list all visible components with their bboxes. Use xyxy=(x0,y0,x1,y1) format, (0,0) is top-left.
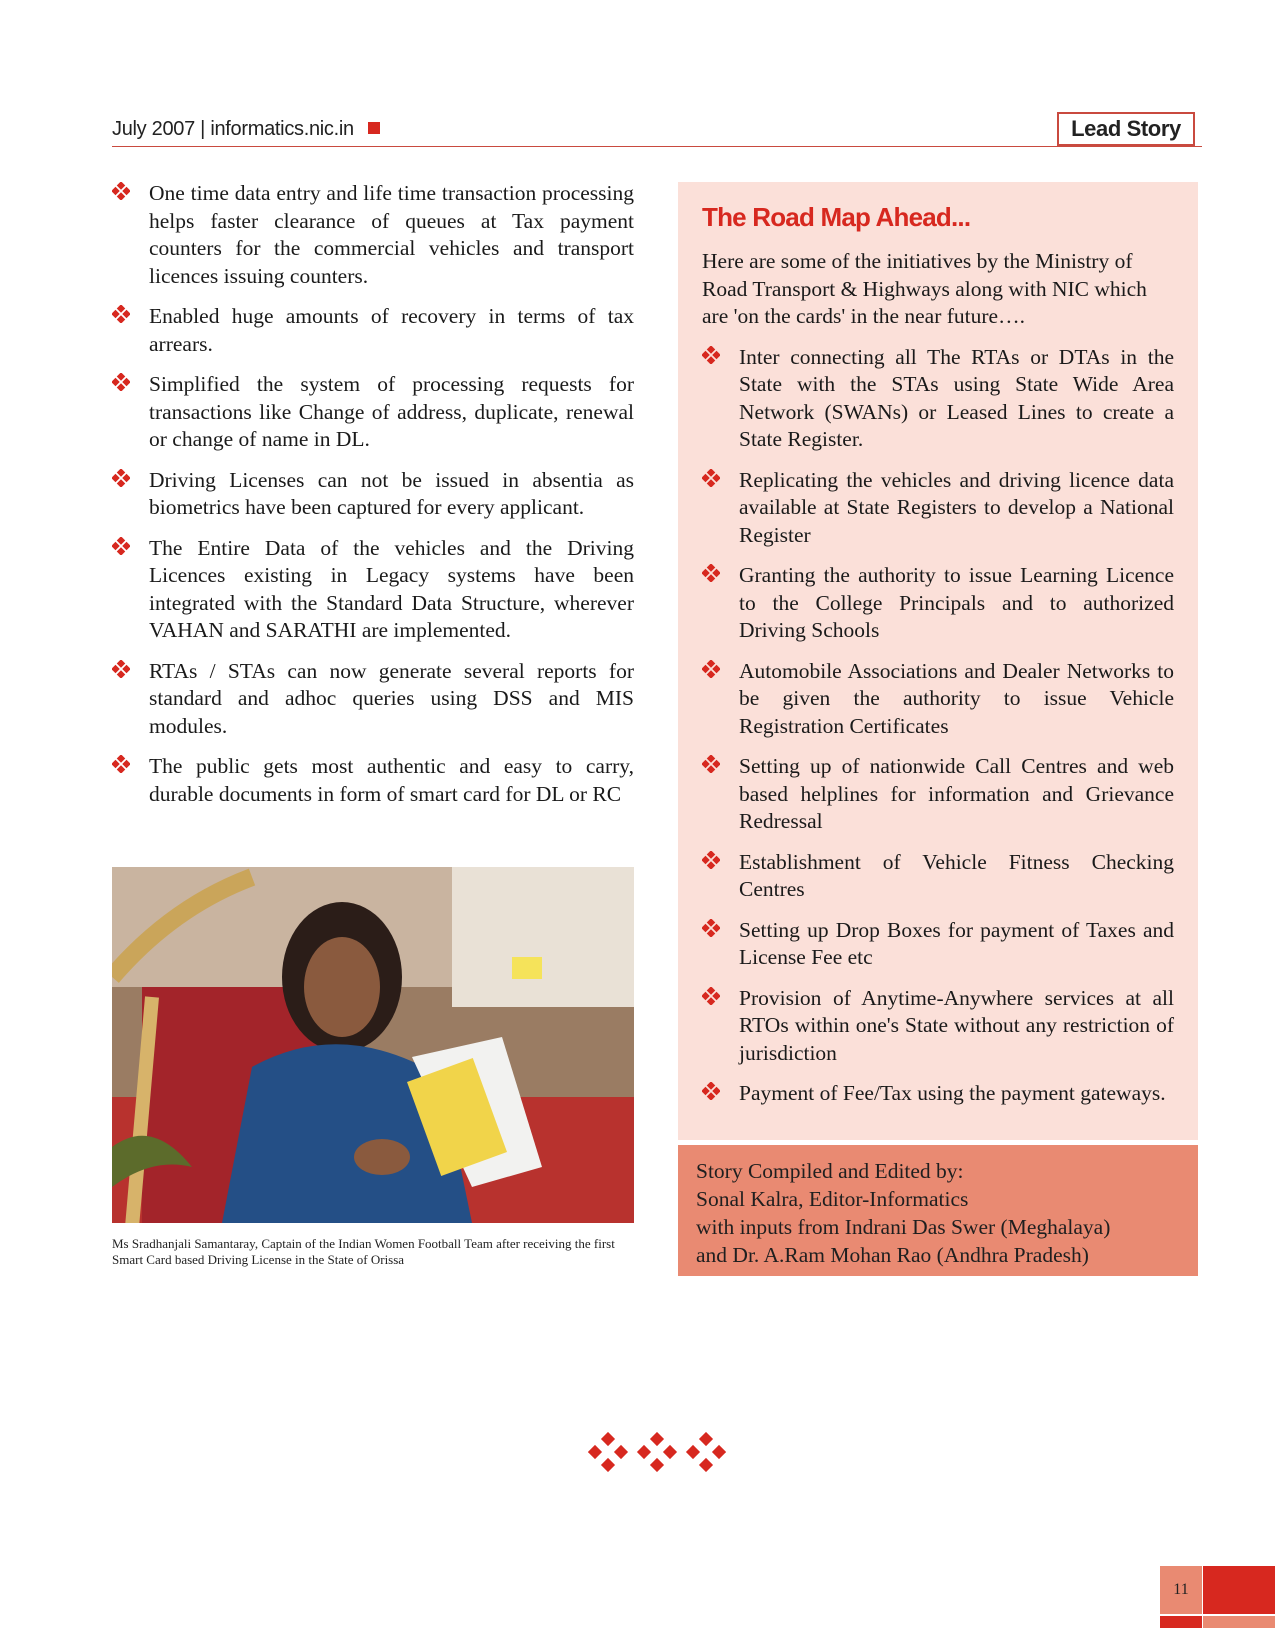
list-item-text: RTAs / STAs can now generate several reports for standard and adhoc queries using DSS and MIS modules. xyxy=(149,658,634,738)
diamond-bullet-icon xyxy=(702,660,720,678)
list-item-text: Inter connecting all The RTAs or DTAs in the State with the STAs using State Wide Area Network (SWANs) or Leased Lines to create a State Register. xyxy=(739,344,1174,451)
diamond-bullet-icon xyxy=(112,305,130,323)
list-item-text: The public gets most authentic and easy to carry, durable documents in form of smart card for DL or RC xyxy=(149,754,634,806)
list-item-text: Setting up Drop Boxes for payment of Taxes and License Fee etc xyxy=(739,917,1174,969)
list-item-text: Granting the authority to issue Learning Licence to the College Principals and to authorized Driving Schools xyxy=(739,563,1174,642)
list-item-text: Simplified the system of processing requests for transactions like Change of address, duplicate, renewal or change of name in DL. xyxy=(149,372,634,451)
header-issue-text: July 2007 | informatics.nic.in xyxy=(112,118,354,140)
diamond-bullet-icon xyxy=(112,755,130,773)
list-item-text: Establishment of Vehicle Fitness Checking Centres xyxy=(739,849,1174,901)
list-item xyxy=(702,849,1174,904)
left-column xyxy=(112,180,634,821)
list-item-text: Payment of Fee/Tax using the payment gateways. xyxy=(739,1081,1166,1105)
header-square-icon xyxy=(368,122,380,134)
list-item-text: Setting up of nationwide Call Centres and web based helplines for information and Grievance Redressal xyxy=(739,754,1174,833)
credits-line: and Dr. A.Ram Mohan Rao (Andhra Pradesh) xyxy=(696,1243,1089,1267)
benefits-list xyxy=(112,180,634,808)
list-item-text: Automobile Associations and Dealer Networks to be given the authority to issue Vehicle Registration Certificates xyxy=(739,658,1174,738)
list-item xyxy=(112,535,634,645)
diamond-bullet-icon xyxy=(702,469,720,487)
credits-line: Story Compiled and Edited by: xyxy=(696,1159,964,1183)
diamond-bullet-icon xyxy=(702,564,720,582)
diamond-bullet-icon xyxy=(702,919,720,937)
list-item xyxy=(702,658,1174,741)
header-issue xyxy=(112,118,380,141)
diamond-bullet-icon xyxy=(112,537,130,555)
diamond-bullet-icon xyxy=(112,373,130,391)
list-item xyxy=(702,344,1174,454)
header-rule xyxy=(112,146,1202,147)
story-credits xyxy=(678,1145,1198,1276)
page-number-strip xyxy=(1160,1616,1202,1628)
diamond-bullet-icon xyxy=(112,182,130,200)
diamond-bullet-icon xyxy=(112,660,130,678)
list-item-text: Provision of Anytime-Anywhere services at all RTOs within one's State without any restriction of jurisdiction xyxy=(739,985,1174,1065)
list-item-text: Driving Licenses can not be issued in absentia as biometrics have been captured for every applicant. xyxy=(149,467,634,519)
list-item-text: Enabled huge amounts of recovery in terms of tax arrears. xyxy=(149,304,634,356)
roadmap-list xyxy=(702,344,1174,1108)
list-item xyxy=(112,303,634,358)
credits-line: with inputs from Indrani Das Swer (Meghalaya) xyxy=(696,1215,1111,1239)
roadmap-intro: Here are some of the initiatives by the Ministry of Road Transport & Highways along with NIC which are 'on the cards' in the near future…. xyxy=(702,249,1147,328)
diamond-bullet-icon xyxy=(702,851,720,869)
list-item xyxy=(112,371,634,454)
credits-line: Sonal Kalra, Editor-Informatics xyxy=(696,1187,969,1211)
list-item-text: One time data entry and life time transaction processing helps faster clearance of queues at Tax payment counters for the commercial vehicles and transport licences issuing counters. xyxy=(149,181,634,288)
section-badge: Lead Story xyxy=(1057,112,1195,146)
list-item xyxy=(702,467,1174,550)
diamond-bullet-icon xyxy=(702,987,720,1005)
page-number-block xyxy=(1203,1566,1275,1614)
list-item xyxy=(702,985,1174,1068)
page-number: 11 xyxy=(1160,1566,1202,1614)
list-item xyxy=(702,1080,1174,1108)
diamond-bullet-icon xyxy=(702,346,720,364)
list-item-text: Replicating the vehicles and driving licence data available at State Registers to develop a National Register xyxy=(739,467,1174,547)
list-item xyxy=(112,467,634,522)
list-item-text: The Entire Data of the vehicles and the Driving Licences existing in Legacy systems have been integrated with the Standard Data Structure, wherever VAHAN and SARATHI are implemented. xyxy=(149,535,634,642)
list-item xyxy=(702,753,1174,836)
page-number-strip xyxy=(1203,1616,1275,1628)
roadmap-box xyxy=(678,182,1198,1140)
diamond-bullet-icon xyxy=(702,1082,720,1100)
end-ornament-icon xyxy=(588,1432,726,1472)
list-item xyxy=(112,180,634,290)
diamond-bullet-icon xyxy=(112,469,130,487)
news-photo xyxy=(112,867,634,1223)
roadmap-title: The Road Map Ahead... xyxy=(702,202,971,232)
list-item xyxy=(112,753,634,808)
diamond-bullet-icon xyxy=(702,755,720,773)
list-item xyxy=(702,562,1174,645)
list-item xyxy=(702,917,1174,972)
photo-caption: Ms Sradhanjali Samantaray, Captain of the Indian Women Football Team after receiving the first Smart Card based Driving License in the State of Orissa xyxy=(112,1236,615,1267)
list-item xyxy=(112,658,634,741)
